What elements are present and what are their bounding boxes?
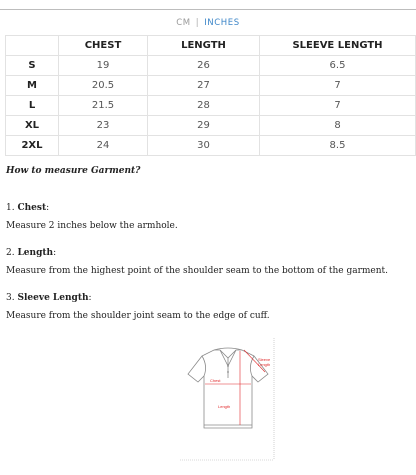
table-row	[6, 96, 416, 116]
step-heading-length	[6, 248, 56, 258]
step-number: 2.	[6, 248, 15, 258]
length-cell: 28	[148, 96, 260, 116]
chest-cell: 19	[59, 56, 148, 76]
table-row	[6, 116, 416, 136]
size-cell: M	[6, 76, 59, 96]
unit-inches[interactable]: INCHES	[204, 18, 240, 28]
sleeve-cell: 7	[260, 96, 416, 116]
chest-cell: 24	[59, 136, 148, 156]
table-row	[6, 76, 416, 96]
shirt-outline	[188, 348, 271, 428]
step-heading-chest	[6, 203, 49, 213]
length-cell: 27	[148, 76, 260, 96]
header-size	[6, 36, 59, 56]
sleeve-cell: 6.5	[260, 56, 416, 76]
measure-lines	[205, 350, 265, 425]
length-cell: 29	[148, 116, 260, 136]
step-label: Length	[17, 248, 54, 258]
header-chest: CHEST	[59, 36, 148, 56]
step-text-chest: Measure 2 inches below the armhole.	[6, 221, 178, 231]
polo-shirt-diagram	[180, 336, 276, 464]
step-heading-sleeve	[6, 293, 92, 303]
top-divider	[0, 9, 416, 10]
length-cell: 30	[148, 136, 260, 156]
unit-cm[interactable]: CM	[176, 18, 191, 28]
unit-toggle	[0, 18, 416, 28]
header-sleeve-length: SLEEVE LENGTH	[260, 36, 416, 56]
sleeve-cell: 8	[260, 116, 416, 136]
step-number: 3.	[6, 293, 15, 303]
sleeve-cell: 8.5	[260, 136, 416, 156]
table-header-row	[6, 36, 416, 56]
step-number: 1.	[6, 203, 15, 213]
sleeve-label: Sleeve	[258, 357, 271, 362]
size-cell: L	[6, 96, 59, 116]
table-row	[6, 136, 416, 156]
length-label: Length	[218, 404, 231, 409]
step-colon: :	[88, 293, 92, 303]
size-cell: 2XL	[6, 136, 59, 156]
chest-label: Chest	[210, 378, 221, 383]
step-label: Chest	[17, 203, 47, 213]
table-row	[6, 56, 416, 76]
sleeve-label-line2: Length	[258, 362, 271, 367]
step-colon: :	[53, 248, 57, 258]
step-colon: :	[46, 203, 50, 213]
size-cell: S	[6, 56, 59, 76]
header-length: LENGTH	[148, 36, 260, 56]
step-text-length: Measure from the highest point of the shoulder seam to the bottom of the garment.	[6, 266, 389, 276]
unit-separator: |	[195, 18, 200, 28]
step-label: Sleeve Length	[17, 293, 89, 303]
guide-title: How to measure Garment?	[6, 166, 141, 176]
chest-cell: 21.5	[59, 96, 148, 116]
size-cell: XL	[6, 116, 59, 136]
chest-cell: 20.5	[59, 76, 148, 96]
step-text-sleeve: Measure from the shoulder joint seam to the edge of cuff.	[6, 311, 270, 321]
sleeve-cell: 7	[260, 76, 416, 96]
length-cell: 26	[148, 56, 260, 76]
chest-cell: 23	[59, 116, 148, 136]
size-chart-table	[5, 35, 416, 156]
